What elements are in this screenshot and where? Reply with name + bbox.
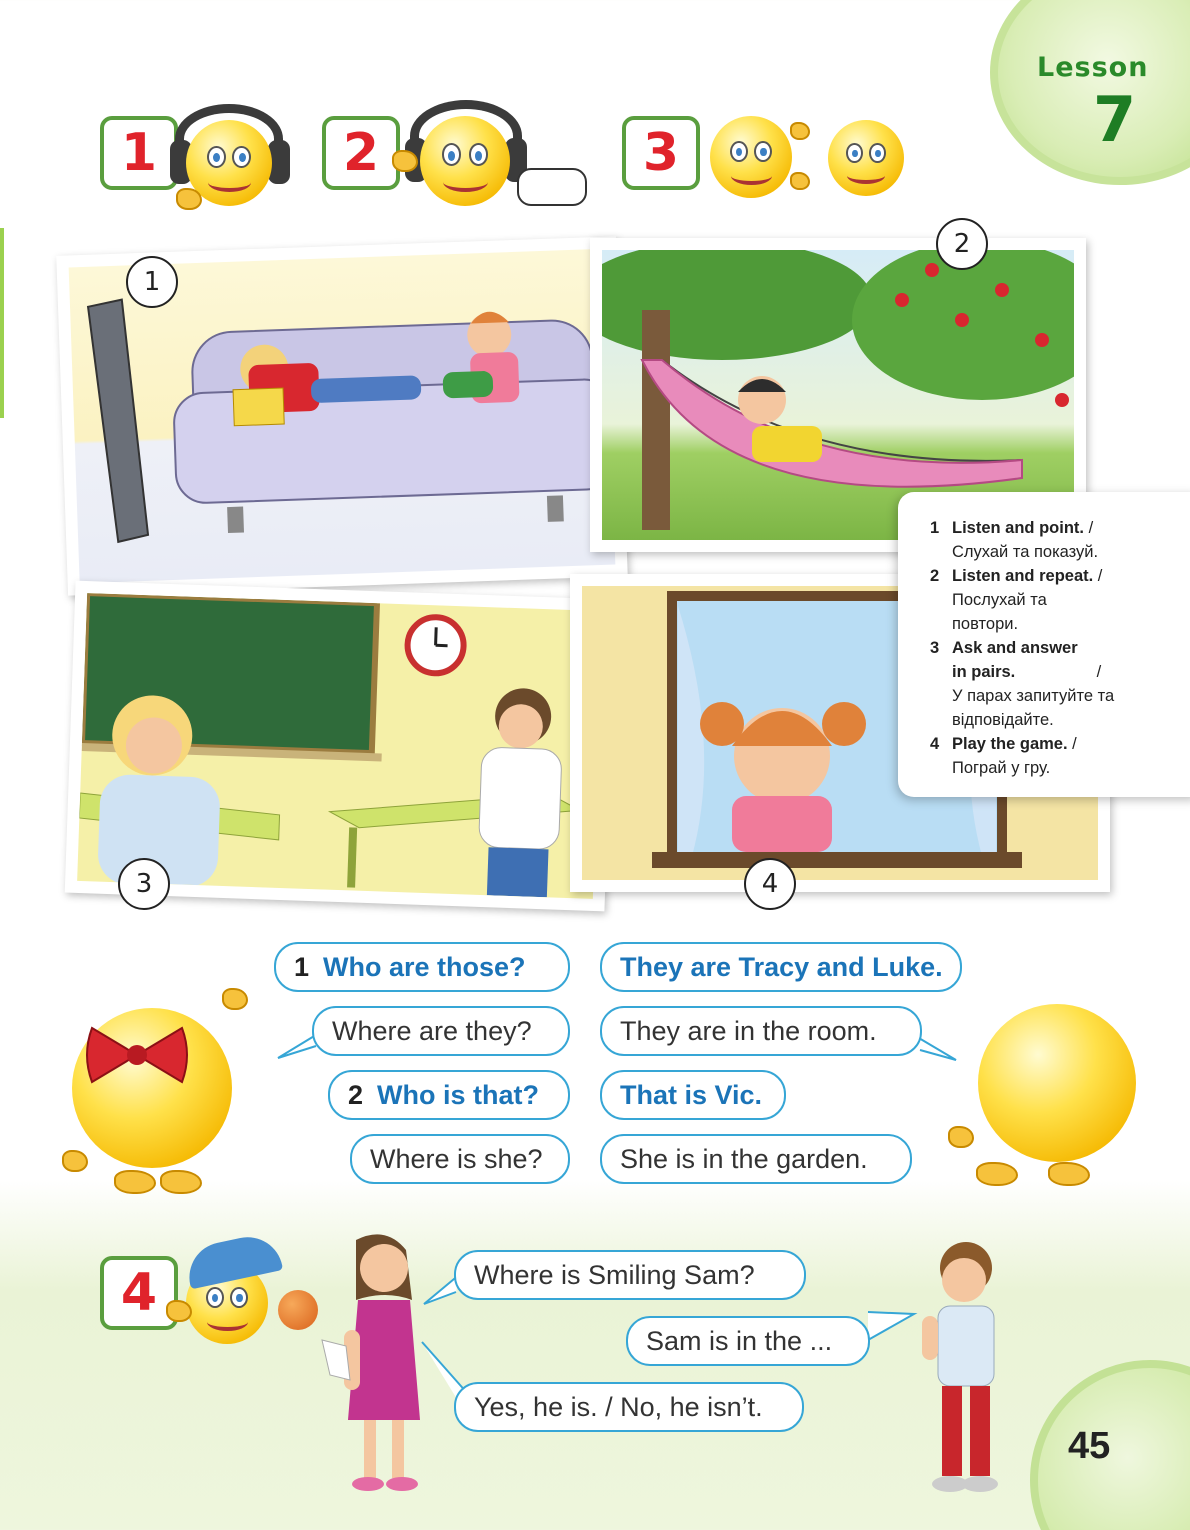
pointing-hand-icon (176, 188, 202, 210)
instruction-ukrainian: У парах запитуйте та відповідайте. (952, 687, 1115, 729)
picture-3-number: 3 (118, 858, 170, 910)
answer-bubble-4 (600, 1134, 912, 1184)
smiley-pair-left-icon (710, 116, 792, 198)
answer-text: That is Vic. (620, 1079, 763, 1110)
task-1-box: 1 (100, 116, 178, 190)
instruction-ukrainian: Слухай та показуй. (952, 543, 1099, 561)
instruction-1 (930, 516, 1178, 564)
instruction-separator: / (1084, 519, 1094, 537)
instruction-number: 2 (930, 567, 940, 585)
game-reply-bubble (454, 1382, 804, 1432)
task-4-box: 4 (100, 1256, 178, 1330)
question-text: Where are they? (332, 1015, 532, 1046)
lesson-number: 7 (1093, 83, 1137, 156)
question-text: Where is she? (370, 1143, 543, 1174)
game-answer-text: Sam is in the ... (646, 1325, 833, 1356)
picture-4-number: 4 (744, 858, 796, 910)
instruction-4 (930, 732, 1178, 780)
smiley-pair-right-icon (828, 120, 904, 196)
game-answer-bubble (626, 1316, 870, 1366)
pointing-hand-icon (222, 988, 248, 1010)
hand-icon (790, 172, 810, 190)
question-text: Who is that? (377, 1079, 540, 1110)
instruction-2 (930, 564, 1178, 636)
lesson-label: Lesson (1037, 52, 1149, 83)
dialogue-number: 1 (294, 951, 310, 982)
instruction-english: Listen and point. (952, 519, 1084, 537)
hand-icon (62, 1150, 88, 1172)
answer-bubble-2 (600, 1006, 922, 1056)
question-bubble-1 (274, 942, 570, 992)
answer-text: They are Tracy and Luke. (620, 951, 943, 982)
answer-bubble-1 (600, 942, 962, 992)
instruction-number: 4 (930, 735, 940, 753)
foot-icon (114, 1170, 156, 1194)
instruction-english: Listen and repeat. (952, 567, 1094, 585)
smiley-repeat-icon (420, 116, 510, 206)
instruction-english: Ask and answer in pairs. (952, 639, 1078, 681)
picture-2-number: 2 (936, 218, 988, 270)
answer-bubble-3 (600, 1070, 786, 1120)
game-question-bubble (454, 1250, 806, 1300)
game-reply-text: Yes, he is. / No, he isn’t. (474, 1391, 763, 1422)
answer-text: She is in the garden. (620, 1143, 868, 1174)
instruction-separator: / (1067, 735, 1077, 753)
lesson-badge (990, 0, 1190, 185)
instruction-english: Play the game. (952, 735, 1068, 753)
instruction-ukrainian: Послухай та повтори. (952, 591, 1047, 633)
foot-icon (1048, 1162, 1090, 1186)
task-3-box: 3 (622, 116, 700, 190)
question-bubble-3 (328, 1070, 570, 1120)
hand-icon (790, 122, 810, 140)
instruction-number: 1 (930, 519, 940, 537)
waving-hand-icon (392, 150, 418, 172)
hand-icon (948, 1126, 974, 1148)
instruction-ukrainian: Пограй у гру. (952, 759, 1051, 777)
task-2-box: 2 (322, 116, 400, 190)
bubble-tail (866, 1306, 918, 1346)
question-text: Who are those? (323, 951, 526, 982)
game-question-text: Where is Smiling Sam? (474, 1259, 755, 1290)
girl-character (306, 1230, 436, 1500)
foot-icon (976, 1162, 1018, 1186)
classroom-illustration (77, 593, 603, 899)
question-bubble-4 (350, 1134, 570, 1184)
answer-text: They are in the room. (620, 1015, 877, 1046)
dialogue-number: 2 (348, 1079, 364, 1110)
instructions-panel (898, 492, 1190, 797)
instruction-3 (930, 636, 1178, 732)
boy-character (908, 1236, 1018, 1506)
smiley-boy-icon (978, 1004, 1136, 1162)
picture-1-number: 1 (126, 256, 178, 308)
page-edge-mark (0, 228, 4, 418)
speech-bubble-icon (517, 168, 587, 206)
instruction-separator: / (1092, 663, 1102, 681)
red-bow-icon (82, 1020, 192, 1090)
pointing-hand-icon (166, 1300, 192, 1322)
instruction-number: 3 (930, 639, 940, 657)
instruction-separator: / (1093, 567, 1103, 585)
foot-icon (160, 1170, 202, 1194)
page-number: 45 (1068, 1425, 1111, 1467)
question-bubble-2 (312, 1006, 570, 1056)
